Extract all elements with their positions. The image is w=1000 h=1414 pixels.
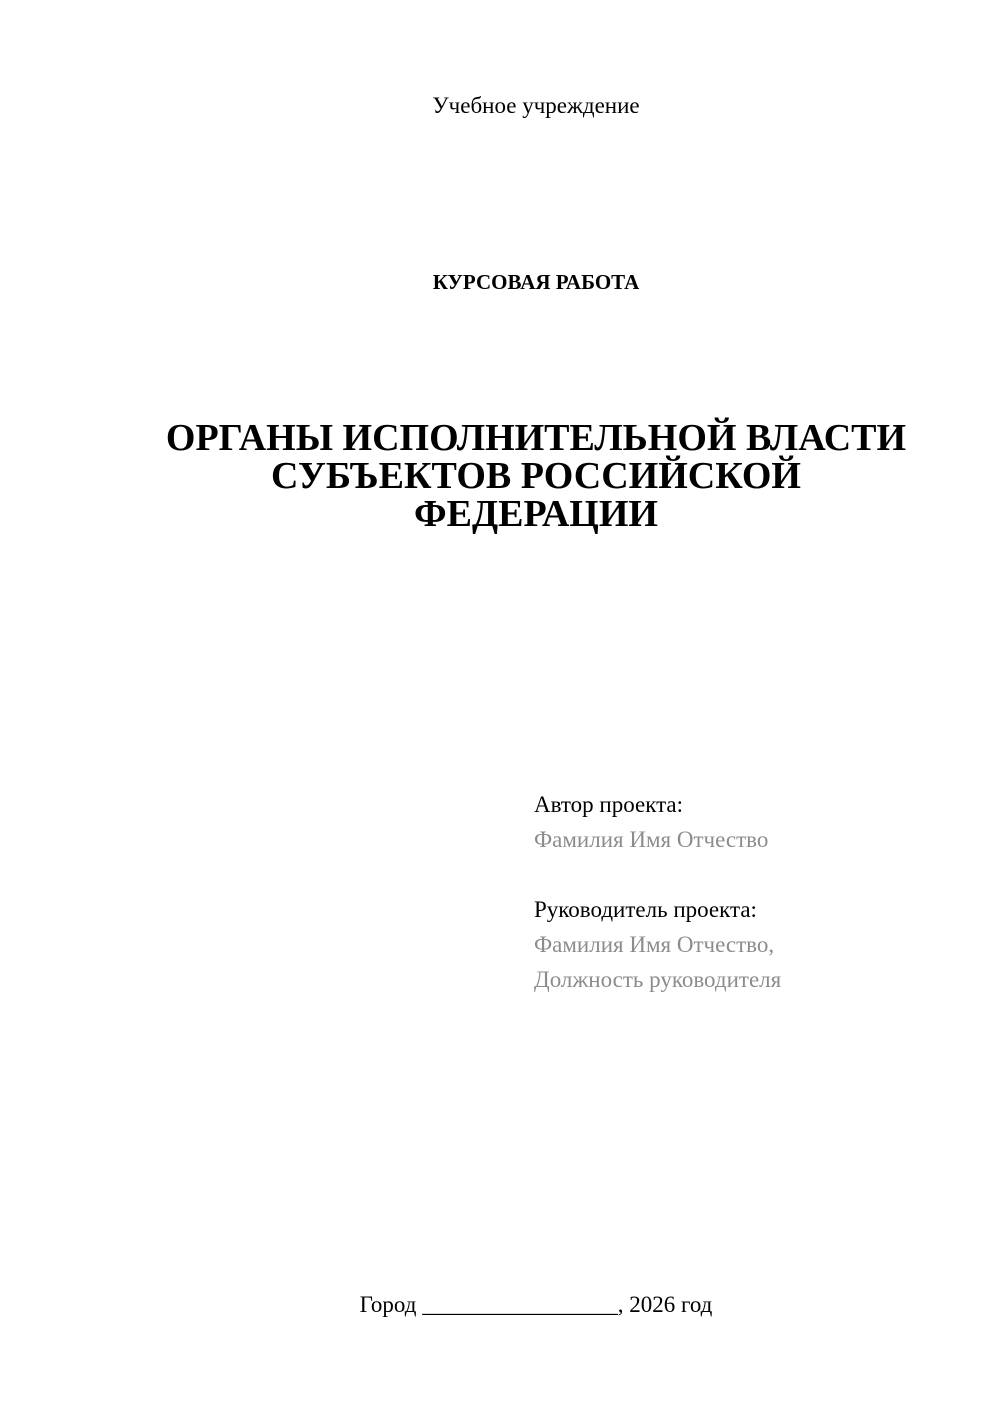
signature-spacer [534,857,974,892]
author-name: Фамилия Имя Отчество [534,827,769,852]
document-title [150,419,922,533]
title-line-3: ФЕДЕРАЦИИ [414,493,658,535]
title-line-2: СУБЪЕКТОВ РОССИЙСКОЙ [271,455,801,497]
supervisor-label: Руководитель проекта: [534,897,757,922]
institution-name: Учебное учреждение [432,93,640,118]
city-year-line: Город _________________, 2026 год [359,1292,713,1317]
title-line-1: ОРГАНЫ ИСПОЛНИТЕЛЬНОЙ ВЛАСТИ [165,417,907,459]
signature-block [534,787,974,997]
supervisor-name: Фамилия Имя Отчество, [534,932,775,957]
author-label: Автор проекта: [534,792,683,817]
supervisor-position: Должность руководителя [534,967,782,992]
work-type-heading: КУРСОВАЯ РАБОТА [432,270,640,294]
